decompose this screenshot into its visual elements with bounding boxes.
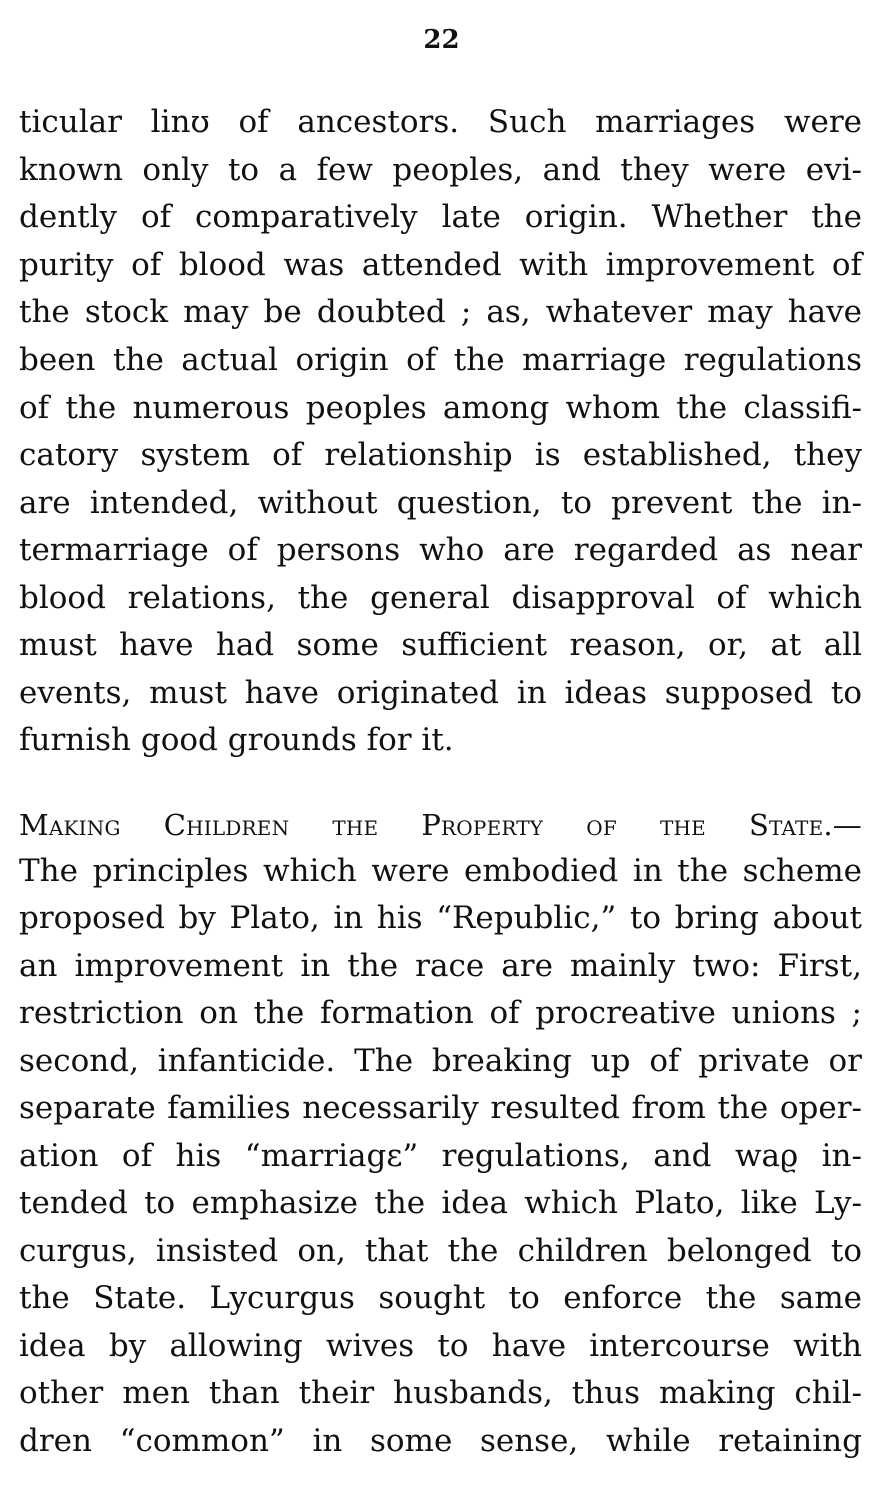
text-line: been the actual origin of the marriage regulations — [19, 342, 862, 378]
text-line: separate families necessarily resulted from the oper- — [19, 1090, 862, 1126]
text-line: termarriage of persons who are regarded as near — [19, 532, 862, 568]
text-line: an improvement in the race are mainly two: First, — [19, 948, 862, 984]
text-line: are intended, without question, to prevent the in- — [19, 485, 862, 521]
text-line: The principles which were embodied in the scheme — [19, 853, 862, 889]
text-line: must have had some sufficient reason, or, at all — [19, 627, 862, 663]
text-line: the State. Lycurgus sought to enforce the same — [19, 1280, 862, 1316]
text-line: idea by allowing wives to have intercourse with — [19, 1328, 862, 1364]
section-heading: Making Children the Property of the State.— — [19, 808, 862, 842]
text-line: tended to emphasize the idea which Plato, like Ly- — [19, 1185, 862, 1221]
text-line: purity of blood was attended with improvement of — [19, 247, 862, 283]
text-line: other men than their husbands, thus making chil- — [19, 1375, 862, 1411]
text-line: ticular linʊ of ancestors. Such marriages were — [19, 104, 862, 140]
text-line: of the numerous peoples among whom the classifi- — [19, 390, 862, 426]
page-number: 22 — [423, 25, 460, 55]
text-line: curgus, insisted on, that the children belonged to — [19, 1233, 862, 1269]
text-line: known only to a few peoples, and they were evi- — [19, 152, 862, 188]
text-line: furnish good grounds for it. — [19, 722, 454, 758]
text-line: ation of his “marriagε” regulations, and waϱ in- — [19, 1138, 862, 1174]
text-line: the stock may be doubted ; as, whatever may have — [19, 294, 862, 330]
text-line: proposed by Plato, in his “Republic,” to bring about — [19, 900, 862, 936]
text-line: dently of comparatively late origin. Whether the — [19, 199, 862, 235]
text-line: events, must have originated in ideas supposed to — [19, 675, 862, 711]
text-line: blood relations, the general disapproval of which — [19, 580, 862, 616]
text-line: dren “common” in some sense, while retaining — [19, 1423, 862, 1459]
text-line: restriction on the formation of procreative unions ; — [19, 995, 862, 1031]
text-line: second, infanticide. The breaking up of private or — [19, 1043, 862, 1079]
text-line: catory system of relationship is established, they — [19, 437, 862, 473]
